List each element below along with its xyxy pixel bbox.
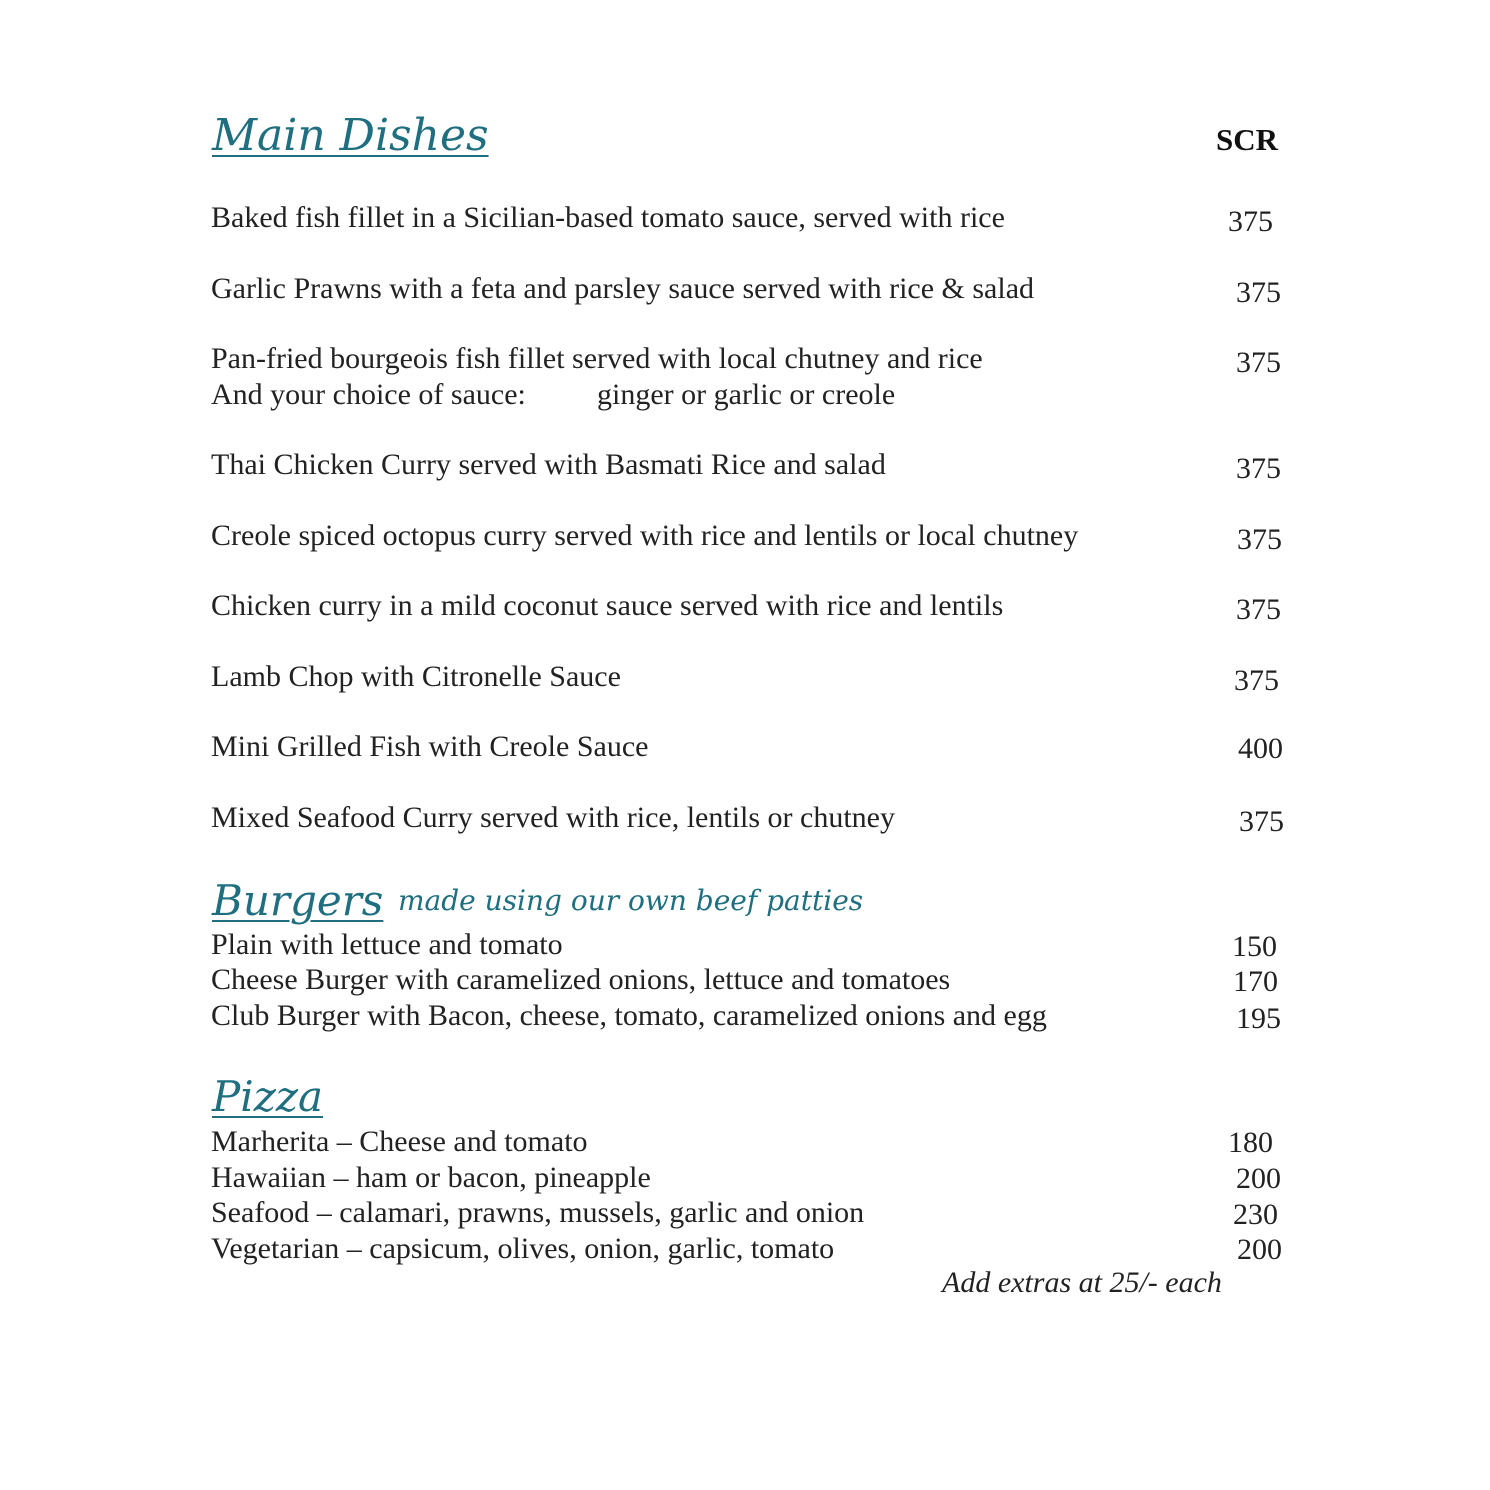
burgers-heading: Burgers <box>212 876 384 925</box>
currency-label: SCR <box>1216 122 1279 157</box>
main-dish-name: Chicken curry in a mild coconut sauce served with rice and lentils <box>211 589 1004 622</box>
pizza-name: Seafood – calamari, prawns, mussels, garlic and onion <box>211 1196 865 1229</box>
main-dishes-heading: Main Dishes <box>212 110 489 161</box>
pizza-name: Marherita – Cheese and tomato <box>211 1125 588 1158</box>
pizza-price: 200 <box>1236 1162 1281 1195</box>
burger-price: 170 <box>1233 965 1278 998</box>
burger-name: Cheese Burger with caramelized onions, lettuce and tomatoes <box>211 963 951 996</box>
sauce-choice-line <box>211 377 895 413</box>
main-dish-price: 375 <box>1236 593 1281 626</box>
main-dish-price: 375 <box>1234 664 1279 697</box>
burger-price: 195 <box>1236 1002 1281 1035</box>
burger-price: 150 <box>1232 930 1277 963</box>
main-dish-name: Lamb Chop with Citronelle Sauce <box>211 660 621 693</box>
main-dish-name: Thai Chicken Curry served with Basmati Rice and salad <box>211 448 886 481</box>
pizza-extras-note: Add extras at 25/- each <box>942 1266 1222 1299</box>
main-dish-price: 375 <box>1228 205 1273 238</box>
main-dish-price: 375 <box>1236 276 1281 309</box>
pizza-price: 180 <box>1228 1126 1273 1159</box>
sauce-choice-options: ginger or garlic or creole <box>597 378 896 411</box>
burger-name: Club Burger with Bacon, cheese, tomato, caramelized onions and egg <box>211 999 1047 1032</box>
pizza-price: 200 <box>1237 1233 1282 1266</box>
main-dish-price: 375 <box>1239 805 1284 838</box>
pizza-price: 230 <box>1233 1198 1278 1231</box>
burgers-subheading: made using our own beef patties <box>398 884 864 917</box>
main-dish-name: Garlic Prawns with a feta and parsley sauce served with rice & salad <box>211 272 1035 305</box>
main-dish-name: Baked fish fillet in a Sicilian-based tomato sauce, served with rice <box>211 201 1005 234</box>
main-dish-price: 375 <box>1236 346 1281 379</box>
burger-name: Plain with lettuce and tomato <box>211 928 563 961</box>
main-dish-name: Mixed Seafood Curry served with rice, lentils or chutney <box>211 801 895 834</box>
main-dish-name: Pan-fried bourgeois fish fillet served with local chutney and rice <box>211 342 983 375</box>
main-dish-price: 400 <box>1238 732 1283 765</box>
main-dish-price: 375 <box>1236 452 1281 485</box>
main-dish-name: Mini Grilled Fish with Creole Sauce <box>211 730 649 763</box>
sauce-choice-label: And your choice of sauce: <box>211 378 526 411</box>
pizza-name: Hawaiian – ham or bacon, pineapple <box>211 1161 651 1194</box>
pizza-name: Vegetarian – capsicum, olives, onion, garlic, tomato <box>211 1232 835 1265</box>
main-dish-name: Creole spiced octopus curry served with rice and lentils or local chutney <box>211 519 1079 552</box>
pizza-heading: Pizza <box>212 1072 323 1121</box>
main-dish-price: 375 <box>1237 523 1282 556</box>
